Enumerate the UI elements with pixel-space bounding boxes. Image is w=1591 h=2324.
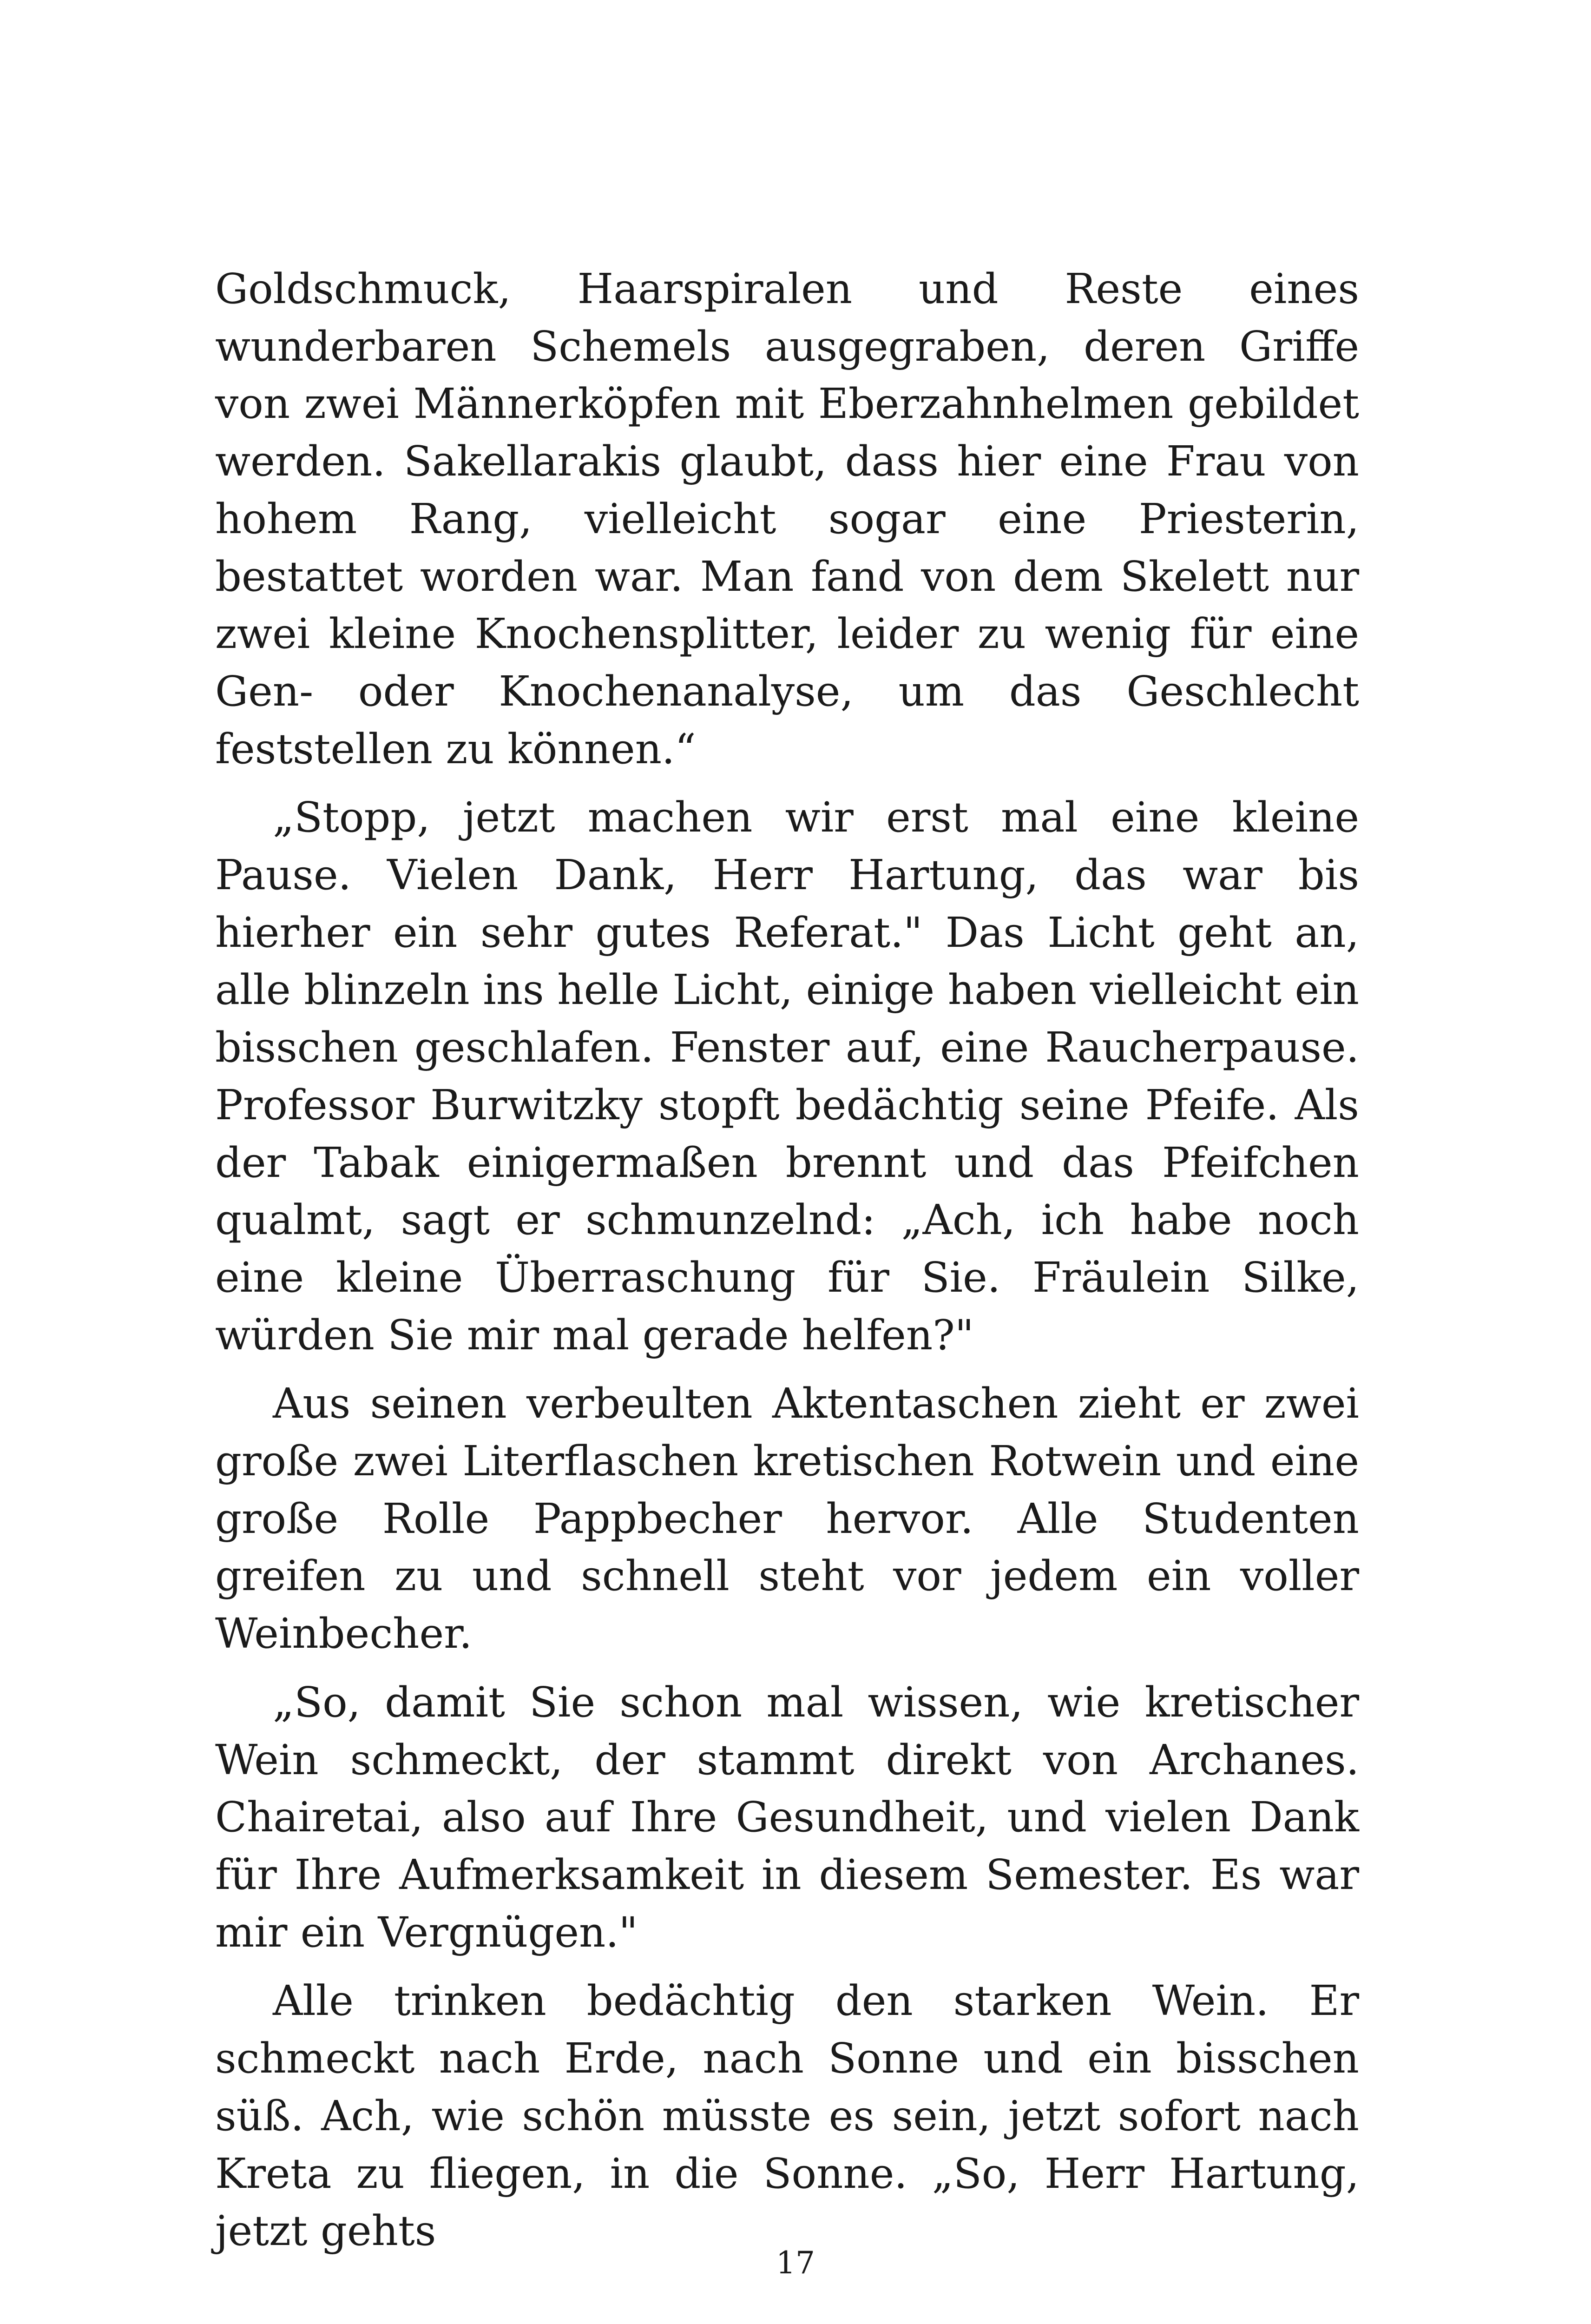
page-number: 17	[776, 2245, 815, 2281]
paragraph: „So, damit Sie schon mal wissen, wie kretischer Wein schmeckt, der stammt direkt von Archanes. Chairetai, also auf Ihre Gesundheit, und vielen Dank für Ihre Aufmerksamkeit in diesem Semester. Es war mir ein Vergnügen."	[215, 1677, 1359, 1956]
paragraph-continued: Goldschmuck, Haarspiralen und Reste eines wunderbaren Schemels ausgegraben, deren Griffe von zwei Männerköpfen mit Eberzahnhelmen gebildet werden. Sakellarakis glaubt, dass hier eine Frau von hohem Rang, vielleicht sogar eine Priesterin, bestattet worden war. Man fand von dem Skelett nur zwei kleine Knochensplitter, leider zu wenig für eine Gen- oder Knochenanalyse, um das Geschlecht feststellen zu können.“	[215, 264, 1359, 773]
paragraph: Aus seinen verbeulten Aktentaschen zieht er zwei große zwei Literflaschen kretischen Rotwein und eine große Rolle Pappbecher hervor. Alle Studenten greifen zu und schnell steht vor jedem ein voller Weinbecher.	[215, 1379, 1359, 1658]
body-text	[215, 260, 1359, 2271]
paragraph: Alle trinken bedächtig den starken Wein. Er schmeckt nach Erde, nach Sonne und ein bisschen süß. Ach, wie schön müsste es sein, jetzt sofort nach Kreta zu fliegen, in die Sonne. „So, Herr Hartung, jetzt gehts	[215, 1976, 1359, 2255]
paragraph: „Stopp, jetzt machen wir erst mal eine kleine Pause. Vielen Dank, Herr Hartung, das war bis hierher ein sehr gutes Referat." Das Licht geht an, alle blinzeln ins helle Licht, einige haben vielleicht ein bisschen geschlafen. Fenster auf, eine Raucherpause. Professor Burwitzky stopft bedächtig seine Pfeife. Als der Tabak einigermaßen brennt und das Pfeifchen qualmt, sagt er schmunzelnd: „Ach, ich habe noch eine kleine Überraschung für Sie. Fräulein Silke, würden Sie mir mal gerade helfen?"	[215, 793, 1359, 1359]
